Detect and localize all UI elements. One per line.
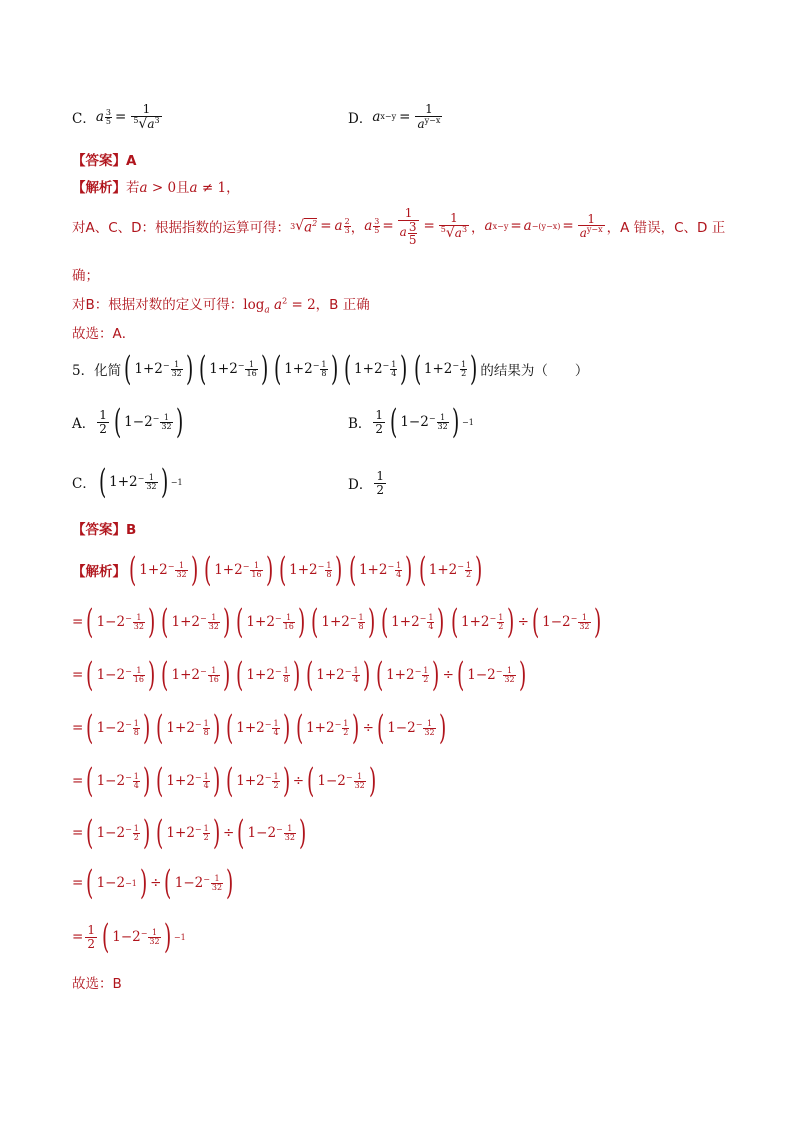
exponent: − $\frac{1}{8}$ bbox=[312, 359, 327, 378]
question-5 bbox=[72, 349, 589, 389]
factor: ( 1 − 2 − $\frac{1}{32}$ ) bbox=[376, 708, 446, 748]
exponent: − $\frac{1}{32}$ bbox=[200, 612, 219, 631]
answer-line-1 bbox=[72, 149, 136, 169]
option-b-factor bbox=[387, 402, 474, 442]
comma-2: ， bbox=[471, 220, 485, 237]
exponent: − $\frac{1}{4}$ bbox=[382, 359, 397, 378]
factor: ( 1 − 2 − $\frac{1}{32}$ ) −1 bbox=[390, 402, 474, 442]
option-d-label: D． bbox=[348, 110, 373, 127]
factor: ( 1 + 2 − $\frac{1}{2}$ ) bbox=[450, 602, 515, 642]
exponent: − $\frac{1}{2}$ bbox=[489, 612, 504, 631]
analysis-2-step-1: = ( 1 − 2 − $\frac{1}{32}$ ) ( 1 + 2 − $\frac{1}{32}$ ) ( 1 + 2 − $\frac{1}{16}$ ) ( 1 + 2 − $\frac{1}{8}$ ) ( 1 + 2 − $\frac{1}{4}$ ) ( 1 + 2 − $\frac{1}{2}$ ) ÷ ( 1 − 2 − $\frac{1}{32}$ ) bbox=[72, 605, 604, 639]
divide-sign: ÷ bbox=[222, 825, 235, 841]
factor: ( 1 + 2 − $\frac{1}{8}$ ) bbox=[311, 602, 375, 642]
exponent: − $\frac{1}{32}$ bbox=[203, 873, 223, 892]
factor: ( 1 + 2 − $\frac{1}{2}$ ) bbox=[156, 813, 220, 853]
analysis-2-step-2: = ( 1 − 2 − $\frac{1}{16}$ ) ( 1 + 2 − $\frac{1}{16}$ ) ( 1 + 2 − $\frac{1}{8}$ ) ( 1 + 2 − $\frac{1}{4}$ ) ( 1 + 2 − $\frac{1}{2}$ ) ÷ ( 1 − 2 − $\frac{1}{32}$ ) bbox=[72, 658, 529, 692]
answer-label-2: 【答案】 bbox=[72, 522, 126, 538]
option-b-label: B． bbox=[348, 416, 372, 432]
option-a-label: A． bbox=[72, 416, 96, 432]
c-lhs-base: a bbox=[95, 109, 104, 126]
exponent: − $\frac{1}{32}$ bbox=[570, 612, 590, 631]
exponent: − $\frac{1}{16}$ bbox=[125, 665, 144, 684]
factor: ( 1 + 2 − $\frac{1}{2}$ ) bbox=[225, 761, 290, 801]
exponent: − $\frac{1}{32}$ bbox=[137, 472, 157, 491]
analysis-1-condition: 【解析】若a > 0且a ≠ 1， bbox=[72, 180, 240, 196]
exponent: − $\frac{1}{32}$ bbox=[345, 771, 365, 790]
factor: ( 1 − 2 − $\frac{1}{2}$ ) bbox=[86, 813, 151, 853]
factor: ( 1 + 2 − $\frac{1}{8}$ ) bbox=[156, 708, 220, 748]
exponent: − $\frac{1}{32}$ bbox=[152, 412, 172, 431]
exponent: − $\frac{1}{2}$ bbox=[334, 718, 349, 737]
factor: ( 1 − 2 − $\frac{1}{4}$ ) bbox=[86, 761, 151, 801]
option-d bbox=[348, 470, 388, 496]
factor: ( 1 − 2 − $\frac{1}{16}$ ) bbox=[86, 655, 156, 695]
option-a-factor bbox=[111, 402, 186, 442]
exponent: − $\frac{1}{32}$ bbox=[125, 612, 144, 631]
option-c bbox=[72, 462, 183, 502]
exponent: − $\frac{1}{16}$ bbox=[200, 665, 219, 684]
option-c-row bbox=[72, 103, 164, 131]
option-b bbox=[348, 402, 474, 442]
exponent: − $\frac{1}{32}$ bbox=[495, 665, 515, 684]
acd-expr-1: 3 √ $a^2$ = a 2 3 bbox=[290, 216, 350, 236]
exponent: − $\frac{1}{8}$ bbox=[274, 665, 289, 684]
factor: ( 1 − 2 − $\frac{1}{8}$ ) bbox=[86, 708, 151, 748]
factor: ( 1 − 2 − $\frac{1}{32}$ ) −1 bbox=[101, 917, 186, 957]
divide-sign: ÷ bbox=[292, 773, 305, 789]
exponent: − $\frac{1}{2}$ bbox=[452, 359, 467, 378]
analysis-2-step-7: = $\frac{1}{2}$ ( 1 − 2 − $\frac{1}{32}$ ) −1 bbox=[72, 917, 186, 957]
comma-1: ， bbox=[350, 220, 365, 237]
acd-expr-2: a $\frac{3}{5}$ = 1 a $\frac{3}{5}$ = $\frac{1}{^5√a^3}$ bbox=[364, 206, 468, 247]
question-suffix: 的结果为（ ） bbox=[480, 363, 589, 379]
factor: ( 1 + 2 − $\frac{1}{4}$ ) bbox=[343, 349, 408, 389]
exponent: − $\frac{1}{16}$ bbox=[242, 560, 262, 579]
exponent: − $\frac{1}{2}$ bbox=[194, 823, 209, 842]
factor: ( 1 − 2 − $\frac{1}{32}$ ) bbox=[531, 602, 601, 642]
analysis-1-acd bbox=[72, 207, 725, 246]
factor: ( 1 − 2 −1 ) bbox=[86, 863, 148, 903]
divide-sign: ÷ bbox=[442, 667, 454, 683]
option-c-factor bbox=[96, 462, 183, 502]
factor: ( 1 + 2 − $\frac{1}{32}$ ) bbox=[161, 602, 231, 642]
factor: ( 1 + 2 − $\frac{1}{8}$ ) bbox=[236, 655, 300, 695]
factor: ( 1 + 2 − $\frac{1}{16}$ ) bbox=[161, 655, 231, 695]
analysis-1-choose: 故选：A． bbox=[72, 326, 136, 342]
exponent: − $\frac{1}{2}$ bbox=[457, 560, 472, 579]
factor: ( 1 + 2 − $\frac{1}{32}$ ) bbox=[128, 550, 198, 590]
exponent: − $\frac{1}{4}$ bbox=[264, 718, 279, 737]
answer-line-2 bbox=[72, 518, 136, 538]
analysis-2-step-4: = ( 1 − 2 − $\frac{1}{4}$ ) ( 1 + 2 − $\frac{1}{4}$ ) ( 1 + 2 − $\frac{1}{2}$ ) ÷ ( 1 − 2 − $\frac{1}{32}$ ) bbox=[72, 764, 379, 798]
acd-expr-3: a x−y = a −(y−x) = $\frac{1}{a^{y-x}}$ bbox=[484, 211, 603, 241]
factor: ( 1 + 2 − $\frac{1}{2}$ ) bbox=[413, 349, 478, 389]
exponent: − $\frac{1}{4}$ bbox=[344, 665, 359, 684]
exponent: − $\frac{1}{4}$ bbox=[419, 612, 434, 631]
factor: ( 1 + 2 − $\frac{1}{4}$ ) bbox=[380, 602, 445, 642]
c-lhs-exponent: $\frac{3}{5}$ bbox=[105, 107, 111, 126]
factor: ( 1 + 2 − $\frac{1}{32}$ ) bbox=[124, 349, 194, 389]
factor: ( 1 − 2 − $\frac{1}{32}$ ) bbox=[113, 402, 183, 442]
factor: ( 1 + 2 − $\frac{1}{2}$ ) bbox=[375, 655, 440, 695]
factor: ( 1 + 2 − $\frac{1}{4}$ ) bbox=[156, 761, 220, 801]
analysis-label-2: 【解析】 bbox=[72, 564, 126, 580]
d-rhs-fraction: $\frac{1}{a^{y-x}}$ bbox=[417, 102, 441, 131]
exponent: − $\frac{1}{4}$ bbox=[125, 771, 139, 790]
option-a bbox=[72, 402, 186, 442]
exponent: − $\frac{1}{32}$ bbox=[276, 823, 295, 842]
analysis-2-step-5: = ( 1 − 2 − $\frac{1}{2}$ ) ( 1 + 2 − $\frac{1}{2}$ ) ÷ ( 1 − 2 − $\frac{1}{32}$ ) bbox=[72, 816, 309, 850]
d-lhs-exp: x−y bbox=[380, 112, 397, 122]
exponent: − $\frac{1}{16}$ bbox=[274, 612, 294, 631]
d-eq: = bbox=[399, 108, 411, 125]
exponent: − $\frac{1}{32}$ bbox=[167, 560, 187, 579]
option-b-half: $\frac{1}{2}$ bbox=[375, 407, 384, 436]
c-rhs-fraction: $\frac{1}{^5√a^3}$ bbox=[133, 102, 160, 132]
factor: ( 1 − 2 − $\frac{1}{32}$ ) bbox=[164, 863, 234, 903]
exponent: − $\frac{1}{32}$ bbox=[140, 927, 160, 946]
divide-sign: ÷ bbox=[150, 875, 162, 891]
analysis-1-b: 对B：根据对数的定义可得：$\log_a a^2 = 2$，B 正确 bbox=[72, 296, 370, 316]
factor: ( 1 + 2 − $\frac{1}{8}$ ) bbox=[278, 550, 343, 590]
analysis-1-acd-cont: 确； bbox=[72, 268, 99, 284]
option-a-half: $\frac{1}{2}$ bbox=[99, 407, 107, 436]
exponent: − $\frac{1}{16}$ bbox=[237, 359, 257, 378]
exponent: − $\frac{1}{32}$ bbox=[415, 718, 435, 737]
acd-suffix: ，A 错误，C、D 正 bbox=[606, 220, 726, 237]
answer-label: 【答案】 bbox=[72, 153, 126, 169]
analysis-2-step-3: = ( 1 − 2 − $\frac{1}{8}$ ) ( 1 + 2 − $\frac{1}{8}$ ) ( 1 + 2 − $\frac{1}{4}$ ) ( 1 + 2 − $\frac{1}{2}$ ) ÷ ( 1 − 2 − $\frac{1}{32}$ ) bbox=[72, 711, 449, 745]
exponent: − $\frac{1}{8}$ bbox=[317, 560, 332, 579]
factor: ( 1 + 2 − $\frac{1}{2}$ ) bbox=[295, 708, 360, 748]
c-eq: = bbox=[115, 109, 127, 126]
option-d-row bbox=[348, 103, 444, 130]
factor: ( 1 + 2 − $\frac{1}{8}$ ) bbox=[273, 349, 338, 389]
question-prefix: 化简 bbox=[94, 363, 122, 379]
factor: ( 1 − 2 − $\frac{1}{32}$ ) bbox=[456, 655, 526, 695]
exponent: − $\frac{1}{32}$ bbox=[428, 412, 448, 431]
factor: ( 1 − 2 − $\frac{1}{32}$ ) bbox=[237, 813, 307, 853]
factor: ( 1 + 2 − $\frac{1}{4}$ ) bbox=[305, 655, 370, 695]
exponent: − $\frac{1}{8}$ bbox=[125, 718, 139, 737]
exponent: − $\frac{1}{8}$ bbox=[349, 612, 364, 631]
analysis-label: 【解析】 bbox=[72, 180, 126, 196]
analysis-2-choose: 故选：B bbox=[72, 976, 122, 992]
factor: ( 1 + 2 − $\frac{1}{2}$ ) bbox=[418, 550, 483, 590]
acd-prefix: 对A、C、D：根据指数的运算可得： bbox=[72, 220, 291, 237]
option-d-label-q5: D． bbox=[348, 477, 373, 494]
analysis-2-head bbox=[72, 550, 485, 590]
factor: ( 1 + 2 − $\frac{1}{16}$ ) bbox=[236, 602, 306, 642]
exponent: − $\frac{1}{4}$ bbox=[194, 771, 209, 790]
factor: ( 1 + 2 − $\frac{1}{32}$ ) −1 bbox=[98, 462, 183, 502]
factor: ( 1 + 2 − $\frac{1}{16}$ ) bbox=[199, 349, 268, 389]
factor: ( 1 + 2 − $\frac{1}{4}$ ) bbox=[225, 708, 290, 748]
option-d-half: $\frac{1}{2}$ bbox=[376, 469, 384, 497]
answer-value: A bbox=[126, 153, 137, 169]
log-text: log bbox=[243, 297, 265, 313]
factor: ( 1 + 2 − $\frac{1}{4}$ ) bbox=[348, 550, 413, 590]
divide-sign: ÷ bbox=[362, 720, 374, 736]
exponent: − $\frac{1}{2}$ bbox=[414, 665, 429, 684]
question-expression bbox=[121, 349, 480, 389]
analysis-2-expr-0 bbox=[126, 550, 485, 590]
answer-value-2: B bbox=[126, 522, 137, 538]
exponent: − $\frac{1}{2}$ bbox=[264, 771, 279, 790]
factor: ( 1 − 2 − $\frac{1}{32}$ ) bbox=[86, 602, 156, 642]
exponent: − $\frac{1}{8}$ bbox=[194, 718, 209, 737]
analysis-2-step-6: = ( 1 − 2 −1 ) ÷ ( 1 − 2 − $\frac{1}{32}$ ) bbox=[72, 866, 236, 900]
d-lhs-base: a bbox=[372, 108, 381, 125]
factor: ( 1 − 2 − $\frac{1}{32}$ ) bbox=[307, 761, 377, 801]
exponent: − $\frac{1}{32}$ bbox=[162, 359, 182, 378]
factor: ( 1 + 2 − $\frac{1}{16}$ ) bbox=[203, 550, 273, 590]
exponent: − $\frac{1}{2}$ bbox=[125, 823, 139, 842]
divide-sign: ÷ bbox=[517, 614, 529, 630]
option-c-label-q5: C． bbox=[72, 476, 96, 492]
exponent: − $\frac{1}{4}$ bbox=[387, 560, 402, 579]
question-number: 5． bbox=[72, 363, 95, 379]
option-c-label: C． bbox=[72, 111, 96, 128]
